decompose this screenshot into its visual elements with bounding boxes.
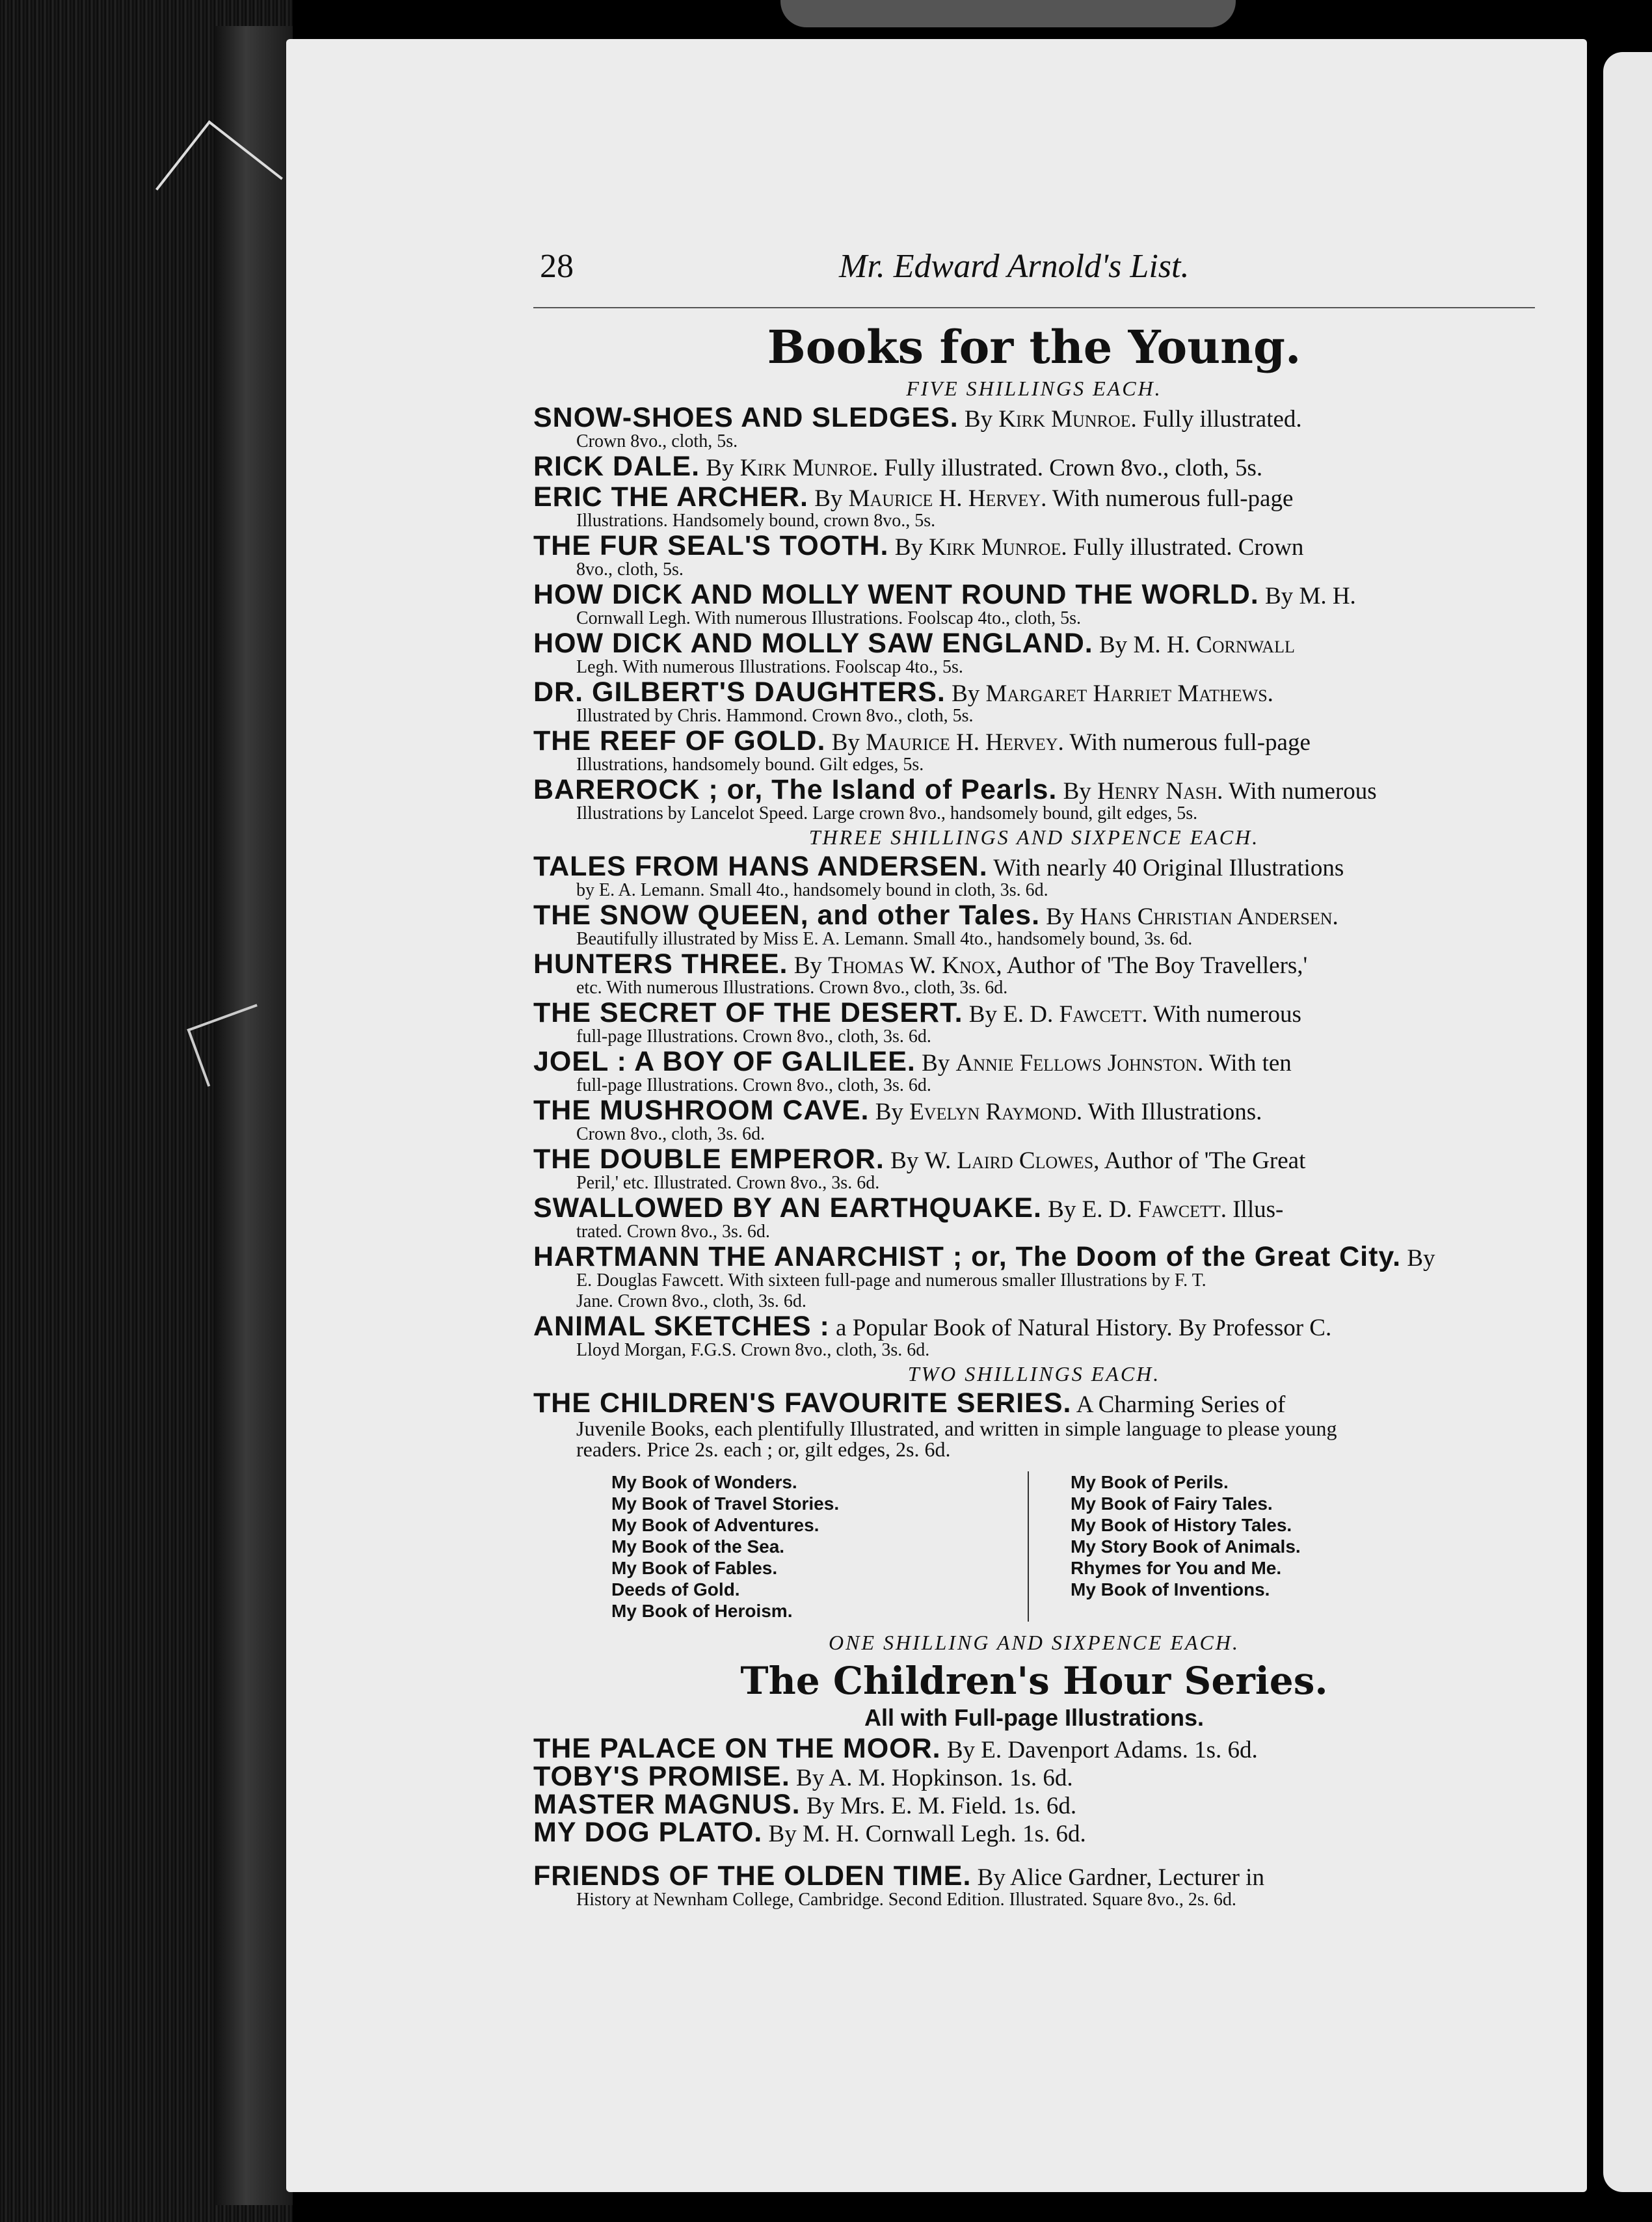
entry-first-line [533, 579, 1535, 610]
book-entry [533, 774, 1535, 823]
book-details: Illustrations by Lancelot Speed. Large crown 8vo., handsomely bound, gilt edges, 5s. [576, 803, 1198, 823]
book-entry [533, 997, 1535, 1047]
book-note: By A. M. Hopkinson. 1s. 6d. [796, 1765, 1073, 1791]
book-note: Fully illustrated. Crown [1072, 534, 1304, 561]
book-details: Cornwall Legh. With numerous Illustrations. Foolscap 4to., cloth, 5s. [576, 608, 1082, 628]
book-by: By [1099, 632, 1128, 658]
book-author: Maurice H. Hervey. [866, 729, 1064, 756]
book-title: THE DOUBLE EMPEROR. [533, 1144, 885, 1175]
book-note: By M. H. Cornwall Legh. 1s. 6d. [768, 1821, 1086, 1847]
book-author: Henry Nash. [1097, 778, 1223, 805]
book-note: By Alice Gardner, Lecturer in [977, 1864, 1264, 1891]
three-shilling-list [533, 853, 1535, 1359]
facing-page-edge [1603, 52, 1652, 2192]
book-entry [533, 481, 1535, 531]
book-author: M. H. Cornwall [1133, 632, 1295, 658]
book-by: By [1265, 583, 1294, 609]
entry-first-line [533, 1241, 1535, 1272]
entry-first-line [533, 630, 1535, 658]
hour-series-entry [533, 1819, 1535, 1847]
page-content [533, 247, 1535, 1912]
entry-first-line [533, 530, 1535, 561]
series-book: My Book of Heroism. [611, 1601, 793, 1621]
book-author: Maurice H. Hervey. [848, 485, 1047, 512]
book-by: By [964, 406, 993, 433]
book-by: By [952, 680, 980, 707]
entry-first-line [533, 1097, 1535, 1125]
book-note: By E. Davenport Adams. 1s. 6d. [946, 1737, 1258, 1763]
price-heading-five: FIVE SHILLINGS EACH. [906, 377, 1162, 400]
series-description: Juvenile Books, each plentifully Illustrated, and written in simple language to please young [576, 1417, 1337, 1440]
book-details: etc. With numerous Illustrations. Crown 8vo., cloth, 3s. 6d. [576, 978, 1008, 998]
hour-series-list [533, 1735, 1535, 1847]
book-title: THE REEF OF GOLD. [533, 725, 826, 756]
book-details: Lloyd Morgan, F.G.S. Crown 8vo., cloth, 3s. 6d. [576, 1340, 930, 1360]
book-by: By [890, 1147, 919, 1174]
book-by: By [875, 1099, 903, 1125]
book-author: W. Laird Clowes, [924, 1147, 1100, 1174]
entry-first-line [533, 948, 1535, 980]
book-title: HUNTERS THREE. [533, 948, 788, 980]
book-title: MY DOG PLATO. [533, 1817, 763, 1848]
entry-first-line [533, 1192, 1535, 1224]
book-title: DR. GILBERT'S DAUGHTERS. [533, 676, 946, 708]
book-note: With nearly 40 Original Illustrations [993, 855, 1344, 881]
book-title: THE SNOW QUEEN, and other Tales. [533, 900, 1041, 931]
book-entry [533, 1097, 1535, 1144]
series-price: readers. Price 2s. each ; or, gilt edges, 2s. 6d. [576, 1438, 951, 1461]
book-author: Evelyn Raymond. [909, 1099, 1083, 1125]
series-book: My Book of Inventions. [1071, 1579, 1270, 1600]
book-title: FRIENDS OF THE OLDEN TIME. [533, 1860, 972, 1892]
book-author: Annie Fellows Johnston. [955, 1050, 1204, 1077]
entry-first-line [533, 997, 1535, 1028]
book-by: By [1063, 778, 1091, 805]
book-title: BAREROCK ; or, The Island of Pearls. [533, 774, 1058, 805]
series-book: My Book of Fairy Tales. [1071, 1493, 1273, 1514]
page-number: 28 [540, 248, 574, 285]
series-left-column [611, 1471, 1028, 1622]
series-book: My Book of History Tales. [1071, 1515, 1292, 1535]
book-entry [533, 1241, 1535, 1291]
book-entry [533, 1192, 1535, 1242]
series-book: My Book of Wonders. [611, 1472, 797, 1492]
series-columns [611, 1471, 1535, 1622]
series-book: My Book of the Sea. [611, 1536, 785, 1557]
book-details: Crown 8vo., cloth, 3s. 6d. [576, 1124, 766, 1144]
book-entry [533, 579, 1535, 628]
five-shilling-list [533, 402, 1535, 823]
book-details: by E. A. Lemann. Small 4to., handsomely bound in cloth, 3s. 6d. [576, 880, 1048, 900]
column-divider [1028, 1471, 1029, 1622]
entry-first-line [533, 481, 1535, 513]
book-title: RICK DALE. [533, 451, 700, 482]
favourite-series-entry [533, 1387, 1535, 1461]
book-author: Kirk Munroe. [739, 455, 879, 481]
book-author: E. D. Fawcett. [1082, 1196, 1227, 1223]
hour-series-entry [533, 1735, 1535, 1763]
book-entry [533, 676, 1535, 726]
friends-entry [533, 1860, 1535, 1910]
book-author: M. H. [1299, 583, 1356, 609]
book-by: a Popular Book of Natural History. By Professor C. [836, 1315, 1332, 1341]
book-title: HOW DICK AND MOLLY SAW ENGLAND. [533, 628, 1093, 659]
book-by: By [1046, 904, 1074, 930]
entry-first-line [533, 453, 1535, 481]
entry-first-line [533, 902, 1535, 930]
price-heading-one: ONE SHILLING AND SIXPENCE EACH. [829, 1631, 1240, 1654]
book-entry [533, 402, 1535, 451]
series-book: My Book of Travel Stories. [611, 1493, 840, 1514]
book-title: ERIC THE ARCHER. [533, 481, 808, 513]
book-author: Margaret Harriet Mathews. [985, 680, 1273, 707]
book-details: Crown 8vo., cloth, 5s. [576, 431, 738, 451]
book-note: With ten [1208, 1050, 1292, 1077]
running-title: Mr. Edward Arnold's List. [839, 248, 1190, 285]
book-details: full-page Illustrations. Crown 8vo., cloth, 3s. 6d. [576, 1026, 931, 1047]
book-note: With Illustrations. [1087, 1099, 1262, 1125]
book-title: THE FUR SEAL'S TOOTH. [533, 530, 889, 561]
book-title: HOW DICK AND MOLLY WENT ROUND THE WORLD. [533, 579, 1259, 610]
book-details: Peril,' etc. Illustrated. Crown 8vo., 3s. 6d. [576, 1173, 880, 1193]
book-title: ANIMAL SKETCHES : [533, 1311, 830, 1342]
entry-first-line [533, 774, 1535, 805]
entry-first-line [533, 1046, 1535, 1077]
book-title: JOEL : A BOY OF GALILEE. [533, 1046, 916, 1077]
page-stack-edge [215, 26, 293, 2205]
book-entry [533, 1046, 1535, 1095]
hour-series-entry [533, 1763, 1535, 1791]
book-by: By [1407, 1245, 1435, 1272]
entry-first-line [533, 676, 1535, 708]
book-details: Beautifully illustrated by Miss E. A. Lemann. Small 4to., handsomely bound, 3s. 6d. [576, 929, 1193, 949]
series-right-column [1071, 1471, 1487, 1622]
series-book: Deeds of Gold. [611, 1579, 740, 1600]
book-title: THE MUSHROOM CAVE. [533, 1095, 870, 1126]
book-note: Author of 'The Boy Travellers,' [1006, 952, 1308, 979]
book-note: By Mrs. E. M. Field. 1s. 6d. [806, 1793, 1077, 1819]
book-entry [533, 453, 1535, 481]
book-note: Fully illustrated. Crown 8vo., cloth, 5s. [884, 455, 1263, 481]
entry-first-line [533, 1146, 1535, 1174]
book-author: Kirk Munroe. [998, 406, 1137, 433]
book-title: THE CHILDREN'S FAVOURITE SERIES. [533, 1387, 1072, 1419]
book-title: TALES FROM HANS ANDERSEN. [533, 851, 988, 882]
book-by: By [922, 1050, 950, 1077]
book-author: Thomas W. Knox, [828, 952, 1002, 979]
book-details: Illustrations, handsomely bound. Gilt edges, 5s. [576, 755, 924, 775]
book-by: By [793, 952, 822, 979]
entry-first-line [533, 853, 1535, 881]
book-note: With numerous full-page [1069, 729, 1311, 756]
book-title: SWALLOWED BY AN EARTHQUAKE. [533, 1192, 1042, 1224]
book-title: THE PALACE ON THE MOOR. [533, 1733, 941, 1764]
book-author: E. D. Fawcett. [1003, 1001, 1148, 1028]
hour-series-entry [533, 1791, 1535, 1819]
running-header [533, 247, 1535, 293]
price-heading-three: THREE SHILLINGS AND SIXPENCE EACH. [808, 825, 1260, 849]
book-entry [533, 725, 1535, 775]
book-note: Fully illustrated. [1143, 406, 1302, 433]
series-book: My Book of Fables. [611, 1558, 778, 1578]
book-title: MASTER MAGNUS. [533, 1789, 801, 1820]
book-note: With numerous [1153, 1001, 1301, 1028]
section-title: Books for the Young. [767, 320, 1301, 374]
book-by: By [1048, 1196, 1076, 1223]
series-book: My Book of Adventures. [611, 1515, 819, 1535]
book-details: Illustrated by Chris. Hammond. Crown 8vo., cloth, 5s. [576, 706, 974, 726]
book-by: By [706, 455, 734, 481]
book-by: By [968, 1001, 997, 1028]
hour-series-title: The Children's Hour Series. [740, 1659, 1328, 1703]
book-details: Jane. Crown 8vo., cloth, 3s. 6d. [576, 1291, 806, 1311]
series-book: My Book of Perils. [1071, 1472, 1229, 1492]
entry-first-line [533, 1313, 1535, 1341]
book-details: E. Douglas Fawcett. With sixteen full-page and numerous smaller Illustrations by F. T. [576, 1270, 1206, 1291]
hour-series-subtitle: All with Full-page Illustrations. [864, 1704, 1205, 1731]
book-author: Hans Christian Andersen. [1080, 904, 1339, 930]
book-note: A Charming Series of [1076, 1391, 1286, 1418]
book-details: Illustrations. Handsomely bound, crown 8vo., 5s. [576, 511, 936, 531]
series-book: Rhymes for You and Me. [1071, 1558, 1282, 1578]
book-details: Legh. With numerous Illustrations. Foolscap 4to., 5s. [576, 657, 963, 677]
book-title: THE SECRET OF THE DESERT. [533, 997, 963, 1028]
book-by: By [814, 485, 843, 512]
book-entry [533, 948, 1535, 998]
header-rule [533, 307, 1535, 308]
book-details: full-page Illustrations. Crown 8vo., cloth, 3s. 6d. [576, 1075, 931, 1095]
book-details: trated. Crown 8vo., 3s. 6d. [576, 1222, 770, 1242]
book-title: HARTMANN THE ANARCHIST ; or, The Doom of the Great City. [533, 1241, 1402, 1272]
entry-first-line [533, 402, 1535, 433]
book-note: With numerous full-page [1052, 485, 1294, 512]
book-entry [533, 853, 1535, 900]
book-note: With numerous [1228, 778, 1377, 805]
book-title: TOBY'S PROMISE. [533, 1761, 790, 1792]
price-heading-two: TWO SHILLINGS EACH. [907, 1362, 1161, 1385]
book-note: Author of 'The Great [1104, 1147, 1306, 1174]
book-note: Illus- [1232, 1196, 1284, 1223]
book-title: SNOW-SHOES AND SLEDGES. [533, 402, 959, 433]
book-entry [533, 530, 1535, 580]
book-by: By [831, 729, 860, 756]
book-by: By [894, 534, 923, 561]
scanner-clip [780, 0, 1236, 27]
book-entry [533, 902, 1535, 948]
book-entry [533, 1313, 1535, 1359]
series-book: My Story Book of Animals. [1071, 1536, 1301, 1557]
book-details: 8vo., cloth, 5s. [576, 559, 684, 580]
book-author: Kirk Munroe. [929, 534, 1067, 561]
book-entry [533, 630, 1535, 676]
book-entry [533, 1146, 1535, 1192]
entry-first-line [533, 725, 1535, 756]
book-entry [533, 1292, 1535, 1311]
book-details: History at Newnham College, Cambridge. Second Edition. Illustrated. Square 8vo., 2s. 6d. [576, 1890, 1236, 1910]
